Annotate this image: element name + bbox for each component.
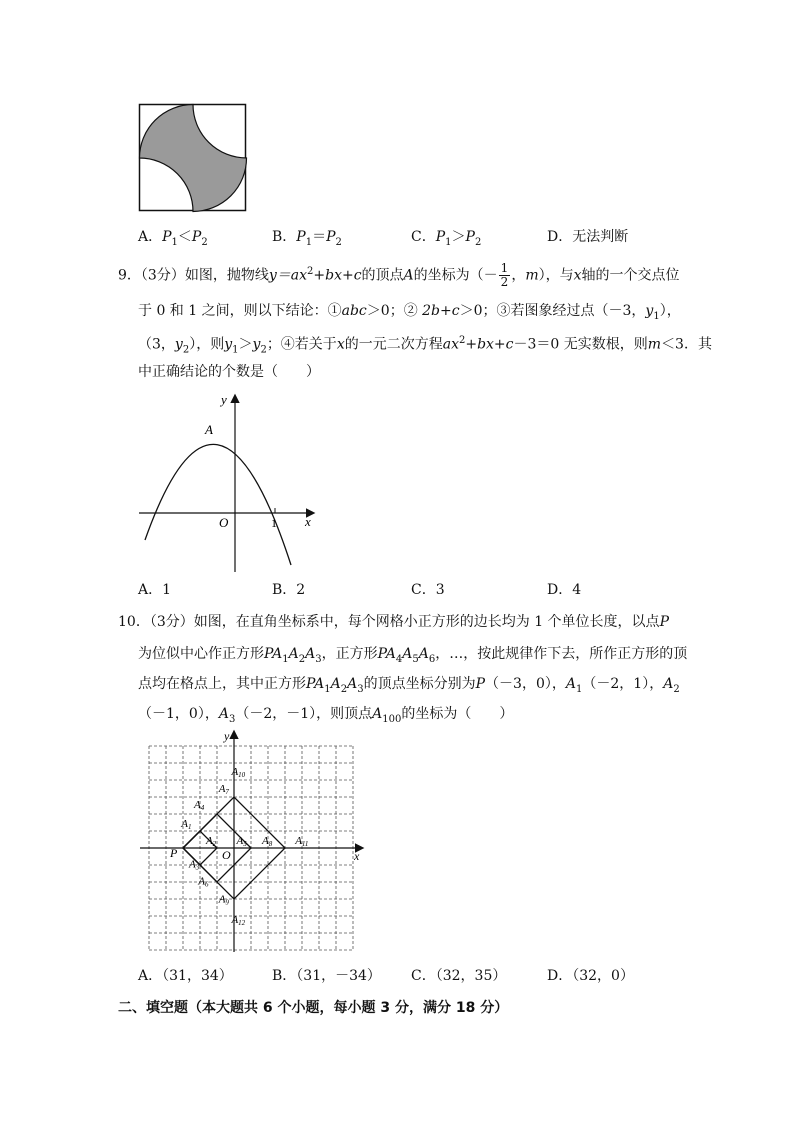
vertex-label-6: A6 [198,875,209,889]
y-axis-label: y [221,392,227,407]
y-axis-label: y [224,729,230,743]
x-axis-label: x [305,514,311,529]
x-axis-label: x [354,849,360,863]
q10-option-b: B．（31，－34） [272,968,381,984]
q10-option-d: D．（32，0） [547,968,634,984]
q9-option-b: B．2 [272,582,306,598]
q9-line1: 9．（3分）如图，抛物线$y=ax^2+bx+c$的顶点A的坐标为（－ $\frac{1}{2}$ ，m），与x轴的一个交点位 [118,261,680,290]
vertex-label-4: A4 [194,799,205,813]
q9-option-c: C．3 [411,582,445,598]
vertex-label-7: A7 [218,782,229,796]
q10-line2: 为位似中心作正方形$PA_1A_2A_3$，正方形$PA_4A_5A_6$，…，按此规律作下去，所作正方形的顶 [138,646,688,665]
q9-option-d: D．4 [547,582,582,598]
parabola [145,444,291,565]
origin-label: O [222,848,231,862]
vertex-label-3: A3 [188,858,200,872]
vertex-label-1: A1 [181,817,192,831]
q10-option-c: C．（32，35） [411,968,507,984]
q10-line3: 点均在格点上，其中正方形$PA_1A_2A_3$的顶点坐标分别为P（－3，0），$A_1(-2$，1），$A_2$ [138,676,680,695]
vertex-label-9: A9 [218,893,229,907]
vertex-label-8: A8 [262,834,273,848]
q8-option-c: C．$P_1>P_2$ [411,229,482,248]
vertex-label-2: A2 [205,834,217,848]
q8-option-b: B．$P_1=P_2$ [272,229,342,248]
q10-line1: 10．（3分）如图，在直角坐标系中，每个网格小正方形的边长均为 1 个单位长度，以点P [118,614,669,630]
vertex-label-11: A11 [295,834,309,848]
q8-option-d: D．无法判断 [547,229,629,245]
fraction-half: $\frac{1}{2}$ [500,261,509,290]
section-heading: 二、填空题（本大题共 6 个小题，每小题 3 分，满分 18 分） [118,1000,509,1016]
q8-figure [138,103,248,213]
vertex-label: A [205,422,213,437]
q9-line3: （3，$y_2$），则$y_1>y_2$；④若关于x的一元二次方程$ax^2+bx+c-3=0$ 无实数根，则m＜3．其 [138,335,712,356]
q10-option-a: A．（31，34） [138,968,233,984]
q9-option-a: A．1 [138,582,172,598]
q8-option-a: A．$P_1<P_2$ [138,229,208,248]
vertex-label-5: A5 [236,834,247,848]
tick-label-one: 1 [271,516,277,530]
q9-line4: 中正确结论的个数是（ ） [138,364,320,380]
q10-line4: （－1，0），$A_3(-2$，－1），则顶点$A_{100}$的坐标为（ ） [138,706,514,725]
vertex-label-12: A12 [231,913,246,927]
q10-grid-graph [140,728,370,956]
origin-label: O [219,515,229,530]
q9-parabola-graph [135,390,325,575]
q9-line2: 于 0 和 1 之间，则以下结论：①abc＞0；② 2b+c＞0；③若图象经过点（－3，$y_1$）， [138,303,681,322]
point-p-label: P [170,846,178,860]
vertex-labels [180,766,308,927]
vertex-label-10: A10 [231,765,246,779]
